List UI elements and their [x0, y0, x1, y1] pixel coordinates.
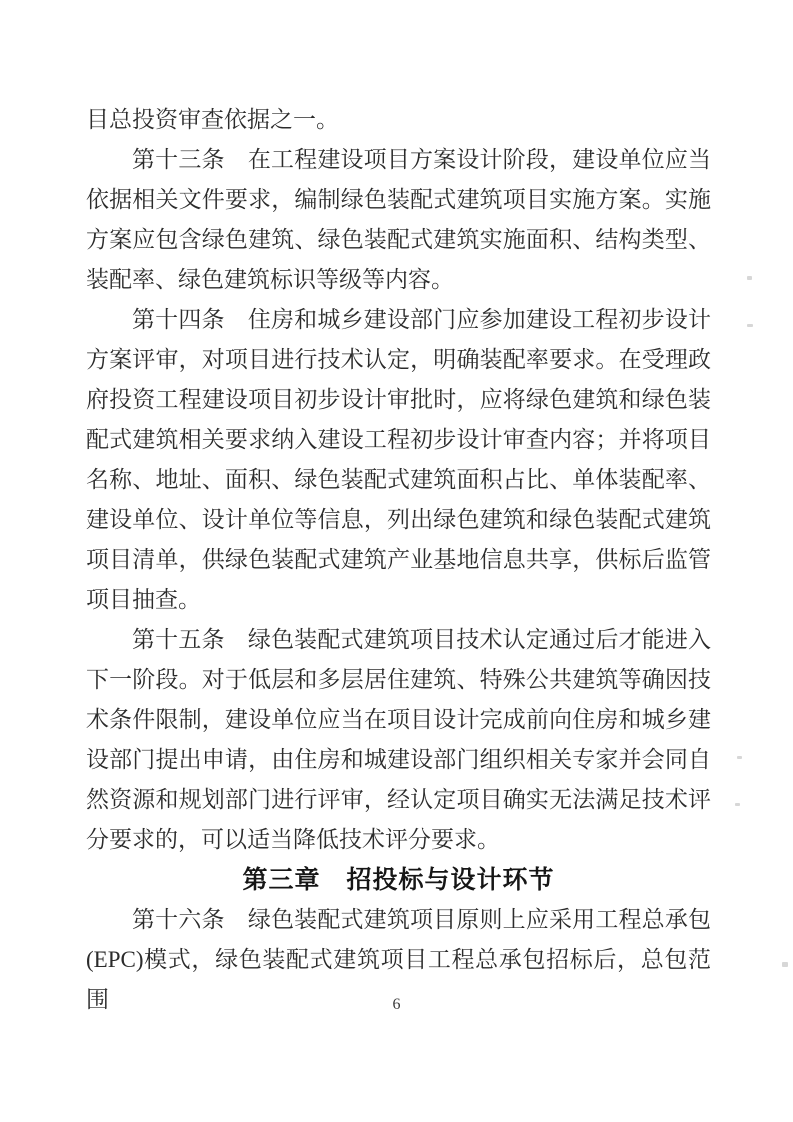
scan-artifact — [737, 756, 742, 759]
text-line: 项目清单，供绿色装配式建筑产业基地信息共享，供标后监管 — [86, 547, 711, 572]
text-line: 方案评审，对项目进行技术认定，明确装配率要求。在受理政 — [86, 347, 711, 372]
document-body — [86, 100, 711, 1012]
paragraph-article-14 — [86, 300, 711, 620]
text-line: 分要求的，可以适当降低技术评分要求。 — [86, 827, 500, 852]
text-line: 第十四条 住房和城乡建设部门应参加建设工程初步设计 — [132, 307, 711, 332]
scan-artifact — [735, 803, 740, 806]
text-line: 名称、地址、面积、绿色装配式建筑面积占比、单体装配率、 — [86, 467, 711, 492]
text-line: 第十三条 在工程建设项目方案设计阶段，建设单位应当 — [132, 147, 711, 172]
text-line: 府投资工程建设项目初步设计审批时，应将绿色建筑和绿色装 — [86, 387, 711, 412]
page-number: 6 — [392, 996, 401, 1013]
text-line: 第十六条 绿色装配式建筑项目原则上应采用工程总承包 — [132, 907, 711, 932]
text-line: 方案应包含绿色建筑、绿色装配式建筑实施面积、结构类型、 — [86, 227, 711, 252]
text-line: 设部门提出申请，由住房和城建设部门组织相关专家并会同自 — [86, 747, 711, 772]
text-line: 项目抽查。 — [86, 587, 201, 612]
text-line: 目总投资审查依据之一。 — [86, 107, 339, 132]
text-line: 配式建筑相关要求纳入建设工程初步设计审查内容；并将项目 — [86, 427, 711, 452]
chapter-heading: 第三章 招投标与设计环节 — [242, 866, 555, 894]
text-line: 建设单位、设计单位等信息，列出绿色建筑和绿色装配式建筑 — [86, 507, 711, 532]
scan-artifact — [747, 276, 752, 280]
text-line: 下一阶段。对于低层和多层居住建筑、特殊公共建筑等确因技 — [86, 667, 711, 692]
text-line: (EPC)模式，绿色装配式建筑项目工程总承包招标后，总包范围 — [86, 947, 711, 1012]
text-line: 依据相关文件要求，编制绿色装配式建筑项目实施方案。实施 — [86, 187, 711, 212]
paragraph-continuation — [86, 100, 711, 140]
paragraph-article-16 — [86, 900, 711, 1012]
text-line: 术条件限制，建设单位应当在项目设计完成前向住房和城乡建 — [86, 707, 711, 732]
scan-artifact — [782, 962, 788, 967]
paragraph-article-13 — [86, 140, 711, 300]
paragraph-article-15 — [86, 620, 711, 860]
scan-artifact — [747, 324, 753, 327]
text-line: 然资源和规划部门进行评审，经认定项目确实无法满足技术评 — [86, 787, 711, 812]
text-line: 装配率、绿色建筑标识等级等内容。 — [86, 267, 454, 292]
text-line: 第十五条 绿色装配式建筑项目技术认定通过后才能进入 — [132, 627, 711, 652]
